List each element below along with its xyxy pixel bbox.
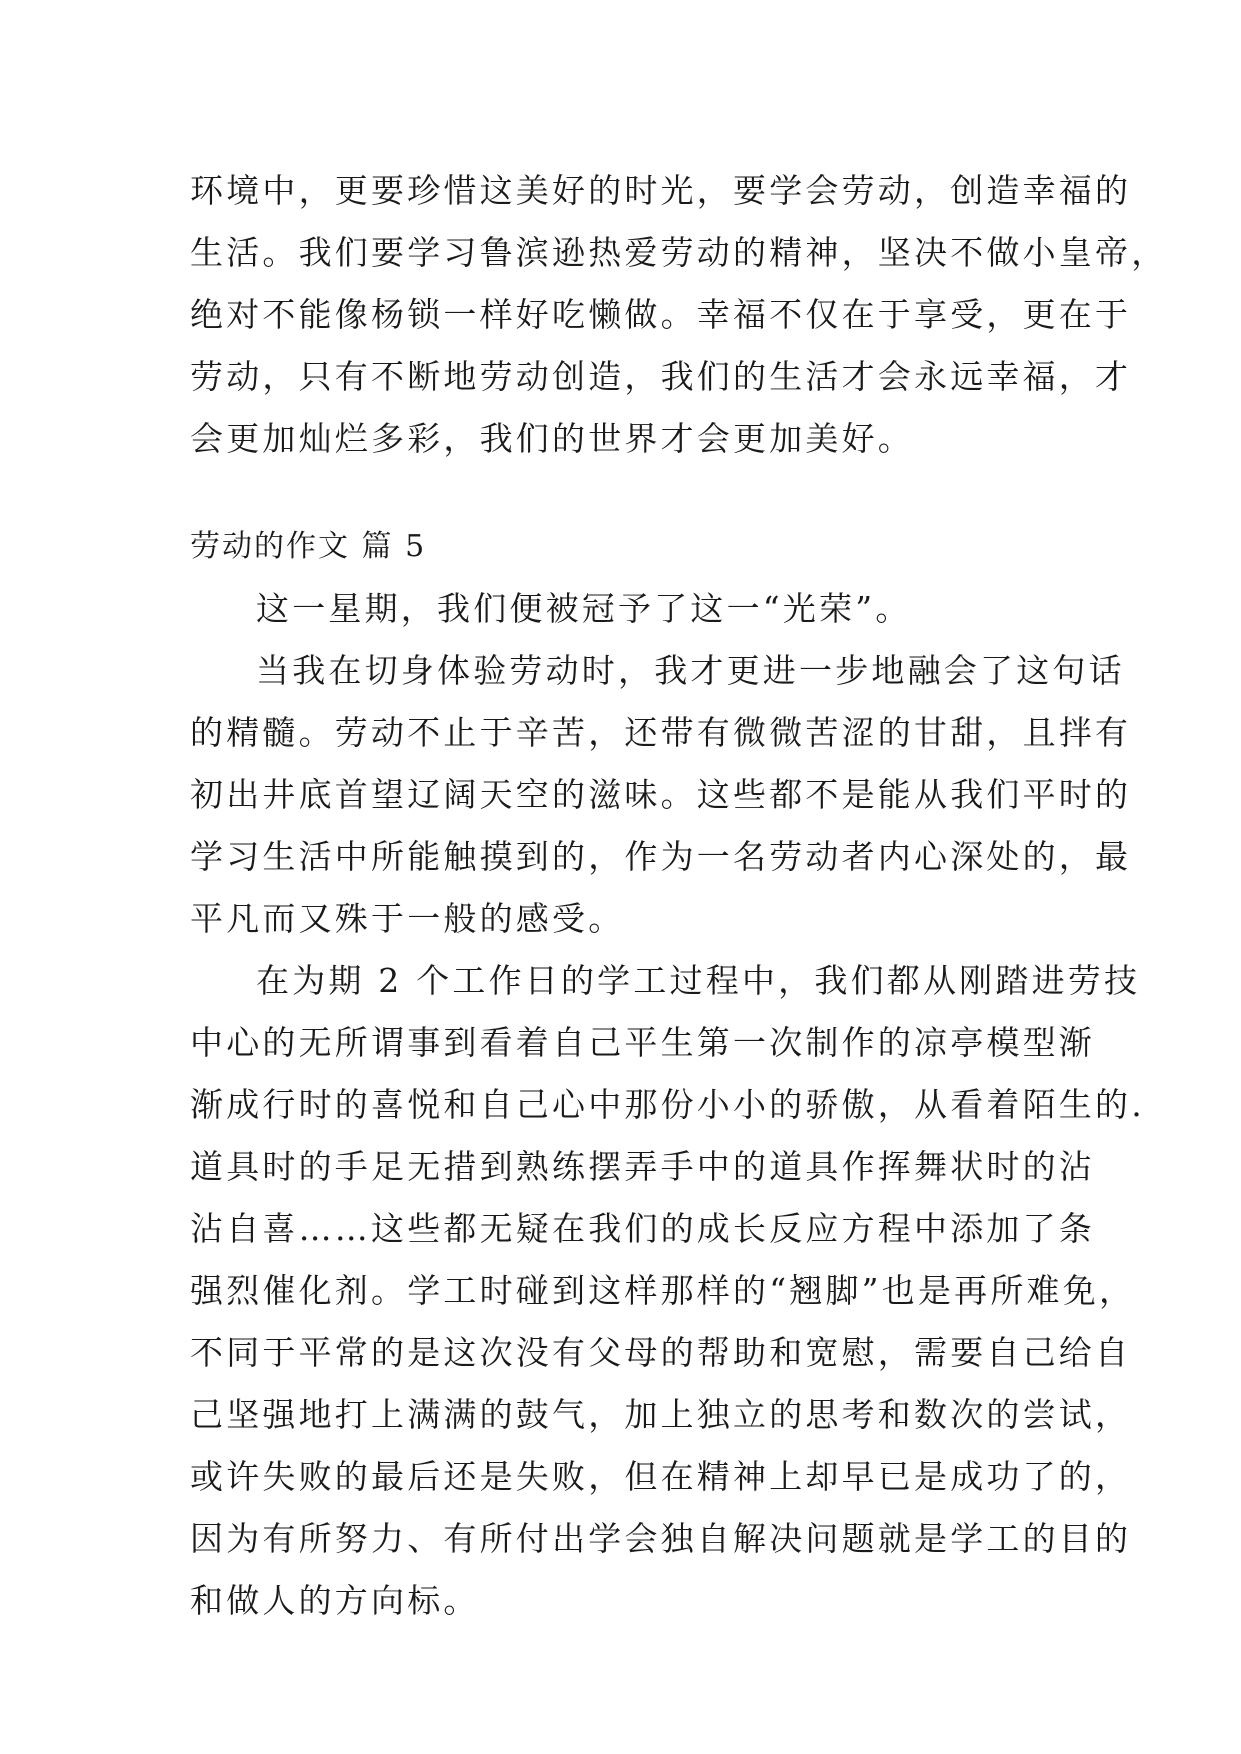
text-line: 因为有所努力、有所付出学会独自解决问题就是学工的目的 xyxy=(190,1519,1132,1558)
section-heading: 劳动的作文 篇 5 xyxy=(190,529,427,564)
text-line: 初出井底首望辽阔天空的滋味。这些都不是能从我们平时的 xyxy=(190,775,1132,814)
text-line: 绝对不能像杨锁一样好吃懒做。幸福不仅在于享受，更在于 xyxy=(190,295,1132,334)
section-spacer xyxy=(190,470,1070,516)
text-line: 或许失败的最后还是失败，但在精神上却早已是成功了的， xyxy=(190,1457,1132,1496)
text-line: 在为期 2 个工作日的学工过程中，我们都从刚踏进劳技 xyxy=(256,961,1141,1000)
paragraph-previous xyxy=(190,160,1168,470)
text-line: 道具时的手足无措到熟练摆弄手中的道具作挥舞状时的沾 xyxy=(190,1147,1095,1186)
text-line: 环境中，更要珍惜这美好的时光，要学会劳动，创造幸福的 xyxy=(190,171,1132,210)
text-line: 渐成行时的喜悦和自己心中那份小小的骄傲，从看着陌生的. xyxy=(190,1085,1145,1124)
text-line: 沾自喜……这些都无疑在我们的成长反应方程中添加了条 xyxy=(190,1209,1095,1248)
text-line: 中心的无所谓事到看着自己平生第一次制作的凉亭模型渐 xyxy=(190,1023,1095,1062)
text-line: 学习生活中所能触摸到的，作为一名劳动者内心深处的，最 xyxy=(190,837,1132,876)
text-line: 不同于平常的是这次没有父母的帮助和宽慰，需要自己给自 xyxy=(190,1333,1132,1372)
text-line: 当我在切身体验劳动时，我才更进一步地融会了这句话 xyxy=(256,651,1125,690)
text-line: 强烈催化剂。学工时碰到这样那样的“翘脚”也是再所难免， xyxy=(190,1271,1136,1310)
text-line: 劳动，只有不断地劳动创造，我们的生活才会永远幸福，才 xyxy=(190,357,1132,396)
text-line: 生活。我们要学习鲁滨逊热爱劳动的精神，坚决不做小皇帝， xyxy=(190,233,1168,272)
text-line: 和做人的方向标。 xyxy=(190,1581,480,1620)
text-line: 这一星期，我们便被冠予了这一“光荣”。 xyxy=(256,589,912,628)
text-line: 的精髓。劳动不止于辛苦，还带有微微苦涩的甘甜，且拌有 xyxy=(190,713,1132,752)
paragraph-1 xyxy=(190,578,1070,640)
paragraph-3 xyxy=(190,950,1145,1632)
text-line: 己坚强地打上满满的鼓气，加上独立的思考和数次的尝试， xyxy=(190,1395,1132,1434)
document-body xyxy=(190,160,1168,1632)
paragraph-2 xyxy=(190,640,1132,950)
text-line: 平凡而又殊于一般的感受。 xyxy=(190,899,625,938)
text-line: 会更加灿烂多彩，我们的世界才会更加美好。 xyxy=(190,419,914,458)
